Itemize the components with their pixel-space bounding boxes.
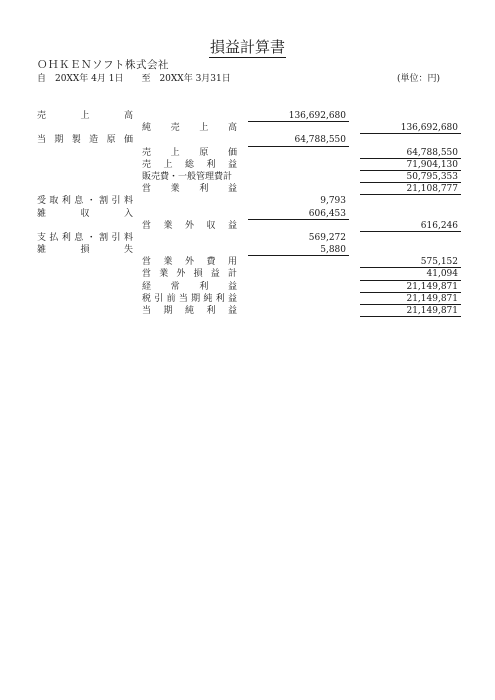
statement-row xyxy=(0,244,495,256)
statement-row xyxy=(0,122,495,134)
statement-row xyxy=(0,232,495,244)
row-label: 販売費・一般管理費計 xyxy=(142,171,233,182)
row-amount: 616,246 xyxy=(360,220,458,232)
row-amount: 606,453 xyxy=(248,208,346,220)
income-statement-table xyxy=(0,110,495,317)
statement-row xyxy=(0,305,495,317)
row-amount: 21,108,777 xyxy=(360,183,458,195)
row-amount: 50,795,353 xyxy=(360,171,458,183)
row-amount: 575,152 xyxy=(360,256,458,268)
row-label: 営 業 利 益 xyxy=(142,184,237,195)
unit-label: (単位：円) xyxy=(397,74,441,84)
row-label: 売 上 総 利 益 xyxy=(142,159,237,170)
row-label: 営 業 外 費 用 xyxy=(142,257,237,268)
row-amount: 569,272 xyxy=(308,232,346,243)
statement-row xyxy=(0,171,495,183)
row-amount: 5,880 xyxy=(248,244,346,256)
statement-row xyxy=(0,134,495,146)
row-label: 雑 収 入 xyxy=(37,208,133,219)
document-title-text: 損益計算書 xyxy=(209,38,285,56)
row-label: 売 上 高 xyxy=(37,111,133,121)
statement-row xyxy=(0,281,495,293)
statement-row xyxy=(0,159,495,171)
row-label: 営 業 外 損 益 計 xyxy=(142,269,237,280)
row-amount: 64,788,550 xyxy=(248,134,346,146)
row-amount: 41,094 xyxy=(360,268,458,280)
row-amount: 9,793 xyxy=(320,196,346,207)
row-label: 雑 損 失 xyxy=(37,245,133,256)
statement-row xyxy=(0,195,495,207)
statement-row xyxy=(0,208,495,220)
row-label: 純 売 上 高 xyxy=(142,123,237,134)
row-amount: 136,692,680 xyxy=(248,110,346,122)
row-label: 当 期 製 造 原 価 xyxy=(37,135,133,146)
row-label: 営 業 外 収 益 xyxy=(142,220,237,231)
row-label: 売 上 原 価 xyxy=(142,147,237,158)
statement-row xyxy=(0,220,495,232)
statement-row xyxy=(0,256,495,268)
row-label: 支 払 利 息 ・ 割 引 料 xyxy=(37,232,133,243)
row-label: 税 引 前 当 期 純 利 益 xyxy=(142,293,237,304)
fiscal-period: 自 20XX年 4月 1日 至 20XX年 3月31日 xyxy=(37,74,231,84)
row-amount: 71,904,130 xyxy=(360,159,458,171)
row-label: 受 取 利 息 ・ 割 引 料 xyxy=(37,196,133,207)
row-amount: 64,788,550 xyxy=(360,147,458,159)
row-amount: 21,149,871 xyxy=(360,293,458,305)
statement-row xyxy=(0,293,495,305)
row-amount: 136,692,680 xyxy=(360,122,458,134)
statement-row xyxy=(0,268,495,280)
statement-row xyxy=(0,147,495,159)
row-label: 経 常 利 益 xyxy=(142,281,237,292)
company-name: ＯＨＫＥＮソフト株式会社 xyxy=(37,59,169,71)
statement-row xyxy=(0,110,495,122)
document-title xyxy=(0,36,495,57)
row-amount: 21,149,871 xyxy=(360,281,458,293)
row-label: 当 期 純 利 益 xyxy=(142,306,237,316)
statement-row xyxy=(0,183,495,195)
row-amount: 21,149,871 xyxy=(360,305,458,317)
